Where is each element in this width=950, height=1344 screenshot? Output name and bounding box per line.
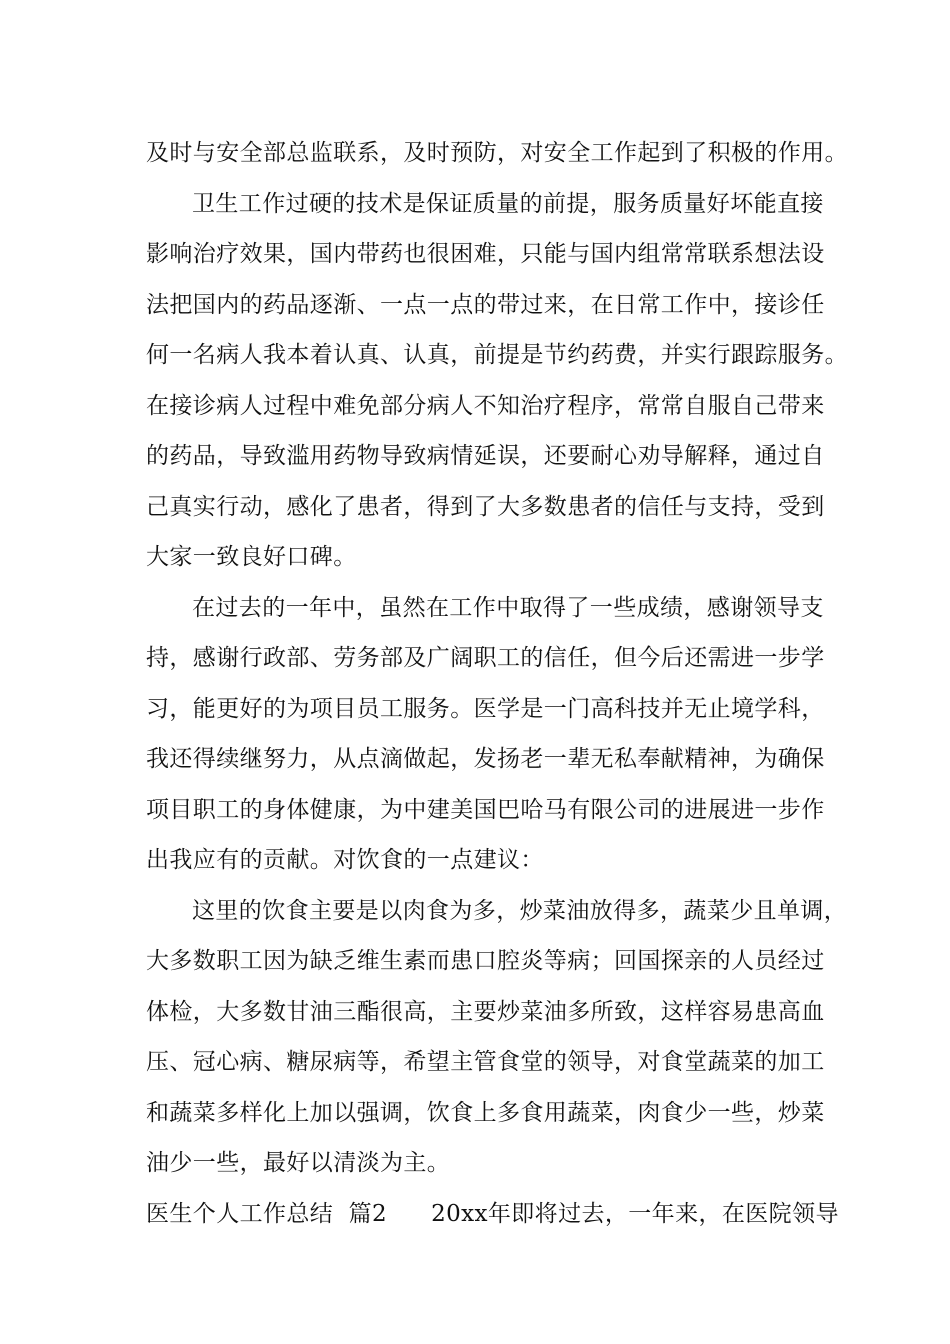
document-body <box>146 128 848 1239</box>
body-text-line: 的药品，导致滥用药物导致病情延误，还要耐心劝导解释，通过自 <box>146 443 825 469</box>
body-text-line: 习，能更好的为项目员工服务。医学是一门高科技并无止境学科， <box>146 695 825 722</box>
section-title: 医生个人工作总结 篇2 <box>146 1200 388 1227</box>
body-text-line: 何一名病人我本着认真、认真，前提是节约药费，并实行跟踪服务。 <box>146 342 848 368</box>
body-text-line: 在过去的一年中，虽然在工作中取得了一些成绩，感谢领导支 <box>192 594 824 621</box>
body-text-line: 这里的饮食主要是以肉食为多，炒菜油放得多，蔬菜少且单调， <box>192 897 848 924</box>
body-text-line: 卫生工作过硬的技术是保证质量的前提，服务质量好坏能直接 <box>192 190 824 217</box>
body-text-line: 及时与安全部总监联系，及时预防，对安全工作起到了积极的作用。 <box>146 140 848 166</box>
body-text-line: 在接诊病人过程中难免部分病人不知治疗程序，常常自服自己带来 <box>146 392 825 419</box>
body-text-line: 压、冠心病、糖尿病等，希望主管食堂的领导，对食堂蔬菜的加工 <box>146 1049 825 1075</box>
body-text-line: 持，感谢行政部、劳务部及广阔职工的信任，但今后还需进一步学 <box>146 645 825 671</box>
body-text-line: 体检，大多数甘油三酯很高，主要炒菜油多所致，这样容易患高血 <box>146 998 825 1025</box>
section-heading-line <box>146 1189 839 1240</box>
section-continuation-text: 20xx年即将过去，一年来，在医院领导 <box>431 1200 839 1227</box>
body-text-line: 法把国内的药品逐渐、一点一点的带过来，在日常工作中，接诊任 <box>146 291 825 318</box>
body-text-line: 大家一致良好口碑。 <box>146 544 357 570</box>
body-text-line: 大多数职工因为缺乏维生素而患口腔炎等病；回国探亲的人员经过 <box>146 948 825 974</box>
body-text-line: 出我应有的贡献。对饮食的一点建议： <box>146 847 544 873</box>
body-text-line: 油少一些，最好以清淡为主。 <box>146 1150 451 1176</box>
body-text-line: 项目职工的身体健康，为中建美国巴哈马有限公司的进展进一步作 <box>146 796 825 823</box>
body-text-line: 和蔬菜多样化上加以强调，饮食上多食用蔬菜，肉食少一些，炒菜 <box>146 1099 825 1126</box>
body-text-line: 己真实行动，感化了患者，得到了大多数患者的信任与支持，受到 <box>146 493 825 520</box>
body-text-line: 影响治疗效果，国内带药也很困难，只能与国内组常常联系想法设 <box>146 241 825 267</box>
body-text-line: 我还得续继努力，从点滴做起，发扬老一辈无私奉献精神，为确保 <box>146 746 825 772</box>
